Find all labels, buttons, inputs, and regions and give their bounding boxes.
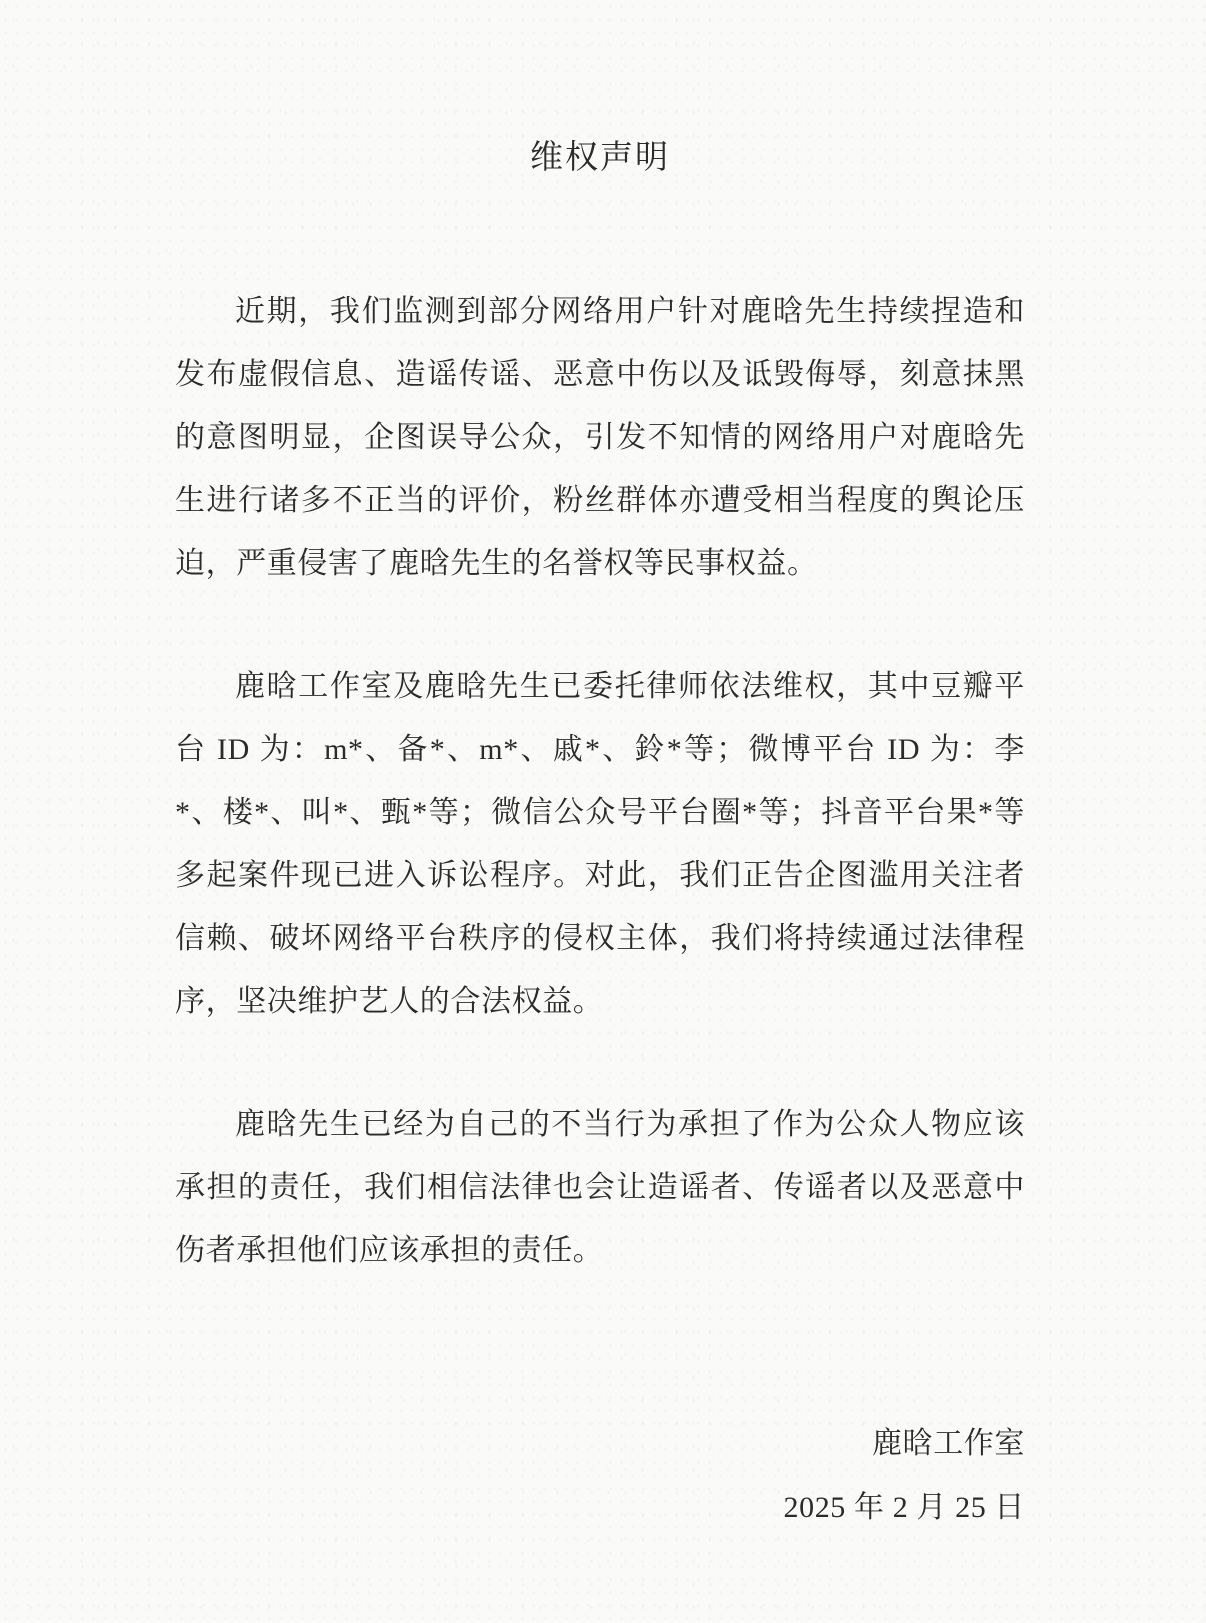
statement-paragraph-2: 鹿晗工作室及鹿晗先生已委托律师依法维权，其中豆瓣平台 ID 为：m*、备*、m*、戚*、鈴*等；微博平台 ID 为：李*、楼*、叫*、甄*等；微信公众号平台圈*等；抖音平台果*等多起案件现已进入诉讼程序。对此，我们正告企图滥用关注者信赖、破坏网络平台秩序的侵权主体，我们将持续通过法律程序，坚决维护艺人的合法权益。 (175, 670, 1025, 1018)
statement-footer (175, 1412, 1025, 1540)
statement-body (175, 280, 1025, 1282)
statement-paragraph-1: 近期，我们监测到部分网络用户针对鹿晗先生持续捏造和发布虚假信息、造谣传谣、恶意中伤以及诋毁侮辱，刻意抹黑的意图明显，企图误导公众，引发不知情的网络用户对鹿晗先生进行诸多不正当的评价，粉丝群体亦遭受相当程度的舆论压迫，严重侵害了鹿晗先生的名誉权等民事权益。 (175, 295, 1025, 580)
date-line: 2025 年 2 月 25 日 (783, 1491, 1025, 1524)
statement-title: 维权声明 (530, 140, 670, 176)
signature-line: 鹿晗工作室 (872, 1427, 1025, 1460)
statement-paragraph-3: 鹿晗先生已经为自己的不当行为承担了作为公众人物应该承担的责任，我们相信法律也会让造谣者、传谣者以及恶意中伤者承担他们应该承担的责任。 (175, 1108, 1025, 1267)
